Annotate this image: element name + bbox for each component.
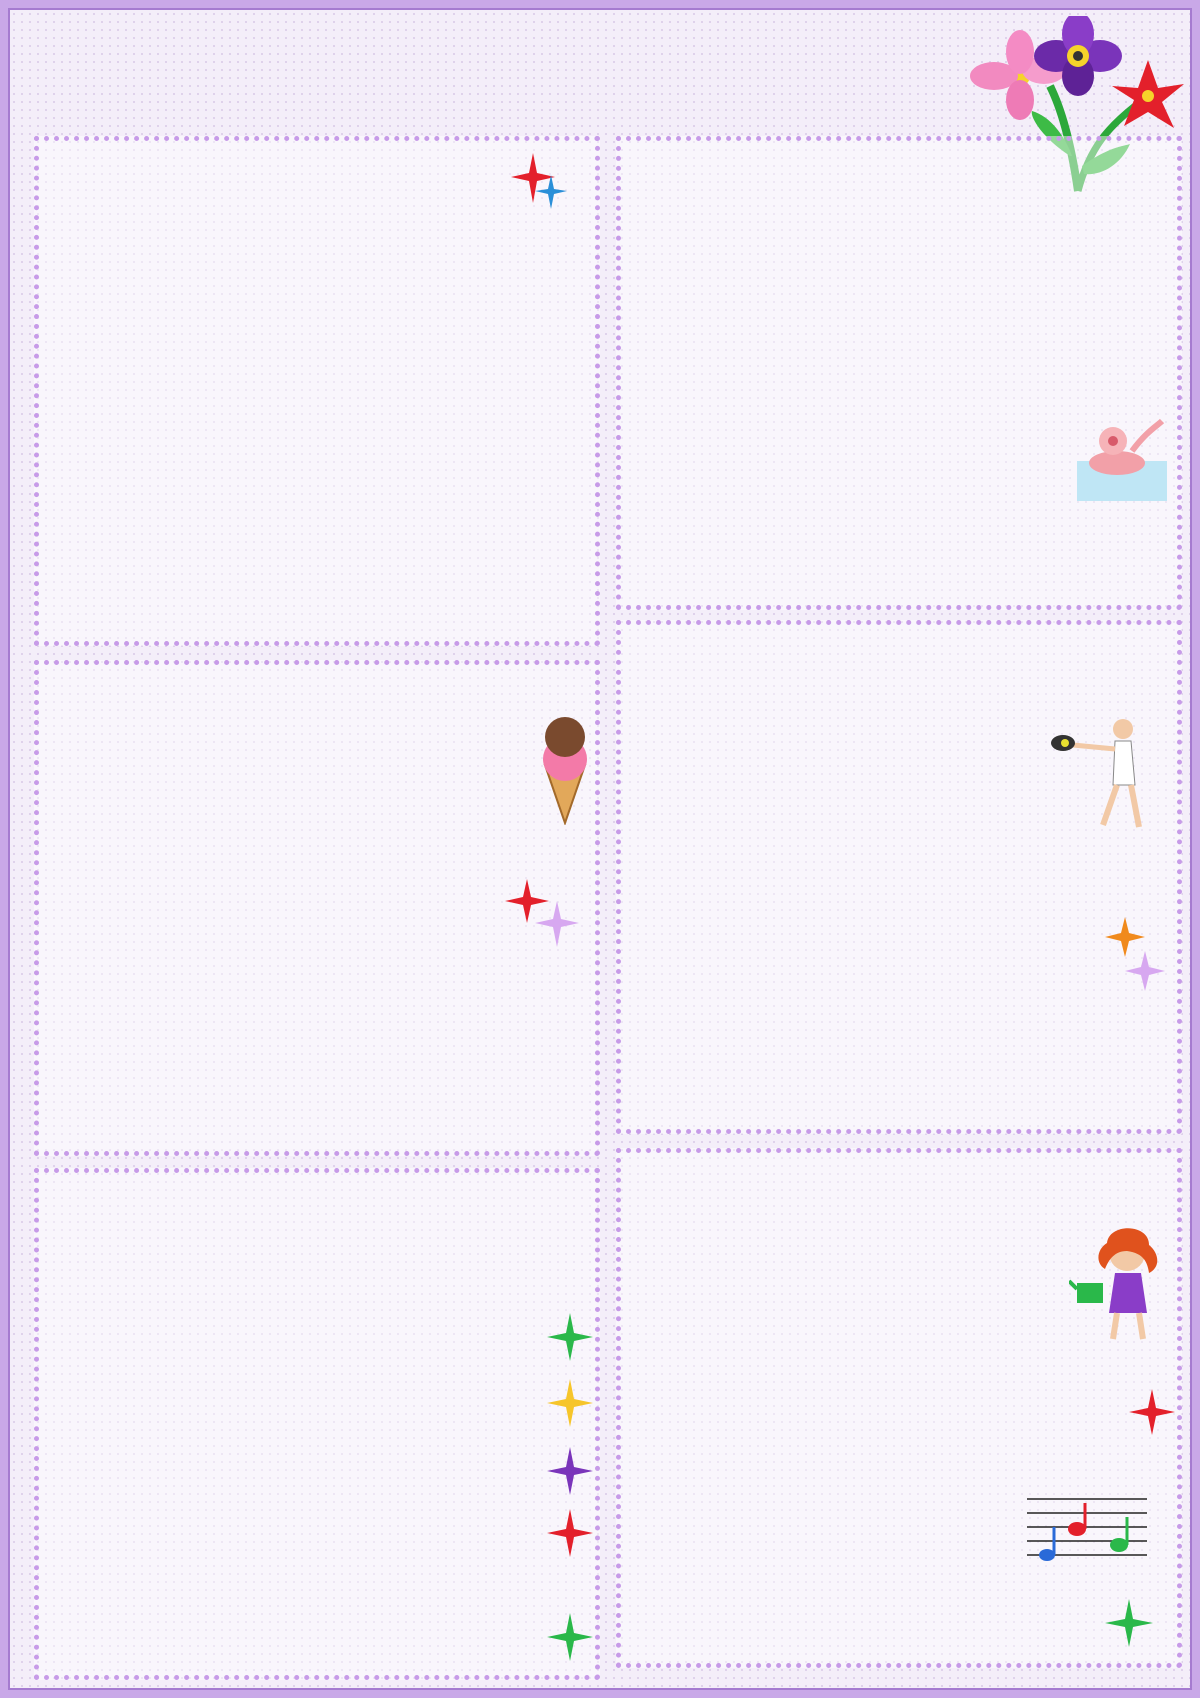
tennis-player-illustration [1043,715,1163,835]
star-icon [1105,915,1175,1005]
ice-cream-icon [535,715,595,825]
section-3-box [34,660,600,1156]
girl-watering-illustration [1069,1223,1169,1343]
section-6-box [616,1148,1182,1668]
star-icon [509,151,569,211]
music-notes-illustration [1027,1489,1147,1569]
stars-column-icon [545,1313,595,1673]
star-icon [1105,1599,1153,1647]
swimmer-illustration [1077,411,1167,501]
star-icon [1129,1389,1175,1435]
section-1-box [34,136,600,646]
section-4-box [616,620,1182,1134]
worksheet-page [8,8,1192,1690]
section-2-box [616,136,1182,610]
section-5-box [34,1168,600,1680]
star-icon [505,875,595,965]
